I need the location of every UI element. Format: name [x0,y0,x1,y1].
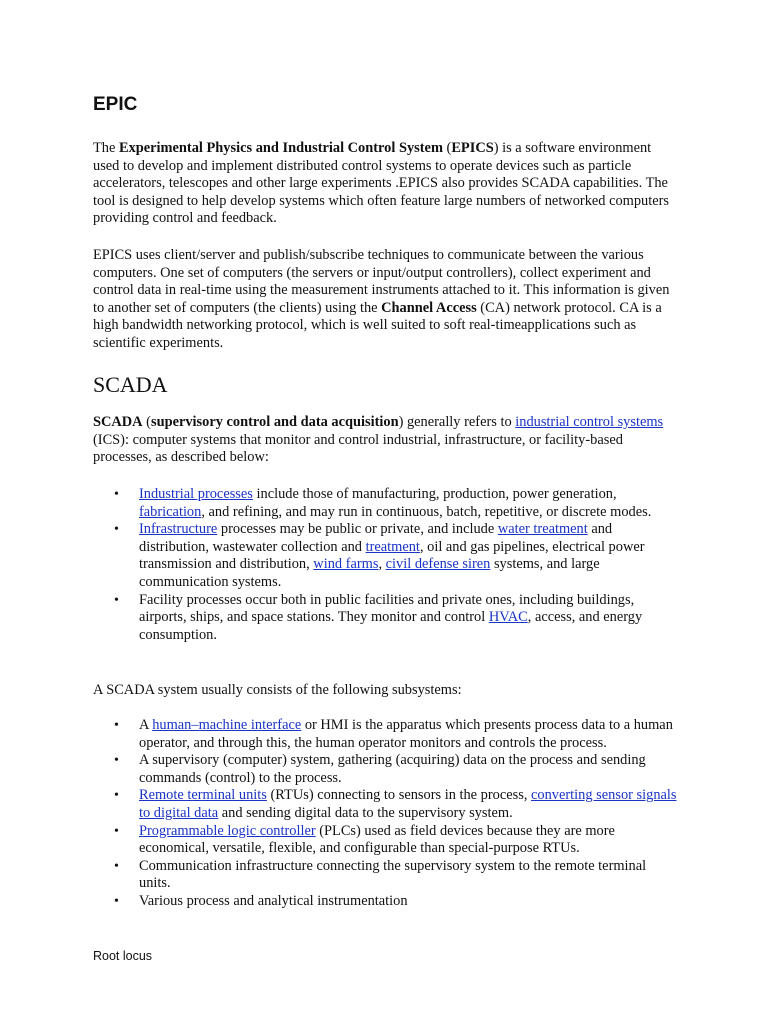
link-wind-farms[interactable]: wind farms [313,556,379,573]
link-programmable-logic-controller[interactable]: Programmable logic controller [139,822,316,839]
subsystems-list [93,717,678,911]
list-item: • A human–machine interface or HMI is the apparatus which presents process data to a human operator, and through this, the human operator monitors and controls the process. [93,717,678,752]
scada-term: SCADA [93,414,143,430]
link-infrastructure[interactable]: Infrastructure [139,521,218,538]
epics-acronym: EPICS [451,140,494,156]
list-item: • Infrastructure processes may be public or private, and include water treatment and distribution, wastewater collection and treatment, oil and gas pipelines, electrical power transmission and distribution, wind farms, civil defense siren systems, and large communication systems. [93,521,678,591]
link-water-treatment[interactable]: water treatment [497,521,588,538]
list-item: • A supervisory (computer) system, gathering (acquiring) data on the process and sending commands (control) to the process. [93,752,678,787]
list-item: • Various process and analytical instrumentation [93,893,678,911]
link-industrial-control-systems[interactable]: industrial control systems [515,414,664,430]
link-civil-defense-siren[interactable]: civil defense siren [385,556,491,573]
link-converting-sensor-signals[interactable]: converting sensor signals to digital data [139,787,677,821]
list-item: • Industrial processes include those of manufacturing, production, power generation, fabrication, and refining, and may run in continuous, batch, repetitive, or discrete modes. [93,486,678,521]
channel-access-term: Channel Access [381,299,477,316]
subsystems-intro: A SCADA system usually consists of the following subsystems: [93,682,462,698]
link-remote-terminal-units[interactable]: Remote terminal units [139,787,267,804]
process-types-list [93,486,678,644]
list-item: • Remote terminal units (RTUs) connecting to sensors in the process, converting sensor signals to digital data and sending digital data to the supervisory system. [93,787,678,822]
link-industrial-processes[interactable]: Industrial processes [139,486,253,502]
epics-architecture-paragraph: EPICS uses client/server and publish/subscribe techniques to communicate between the various computers. One set of computers (the servers or input/output controllers), collect experiment and control data in real-time using the measurement instruments attached to it. This information is given to another set of computers (the clients) using the Channel Access (CA) network protocol. CA is a high bandwidth networking protocol, which is well suited to soft real-timeapplications such as scientific experiments. [93,247,670,351]
list-item: • Facility processes occur both in public facilities and private ones, including buildings, airports, ships, and space stations. They monitor and control HVAC, access, and energy consumption. [93,592,678,645]
scada-intro-paragraph: SCADA (supervisory control and data acquisition) generally refers to industrial control systems (ICS): computer systems that monitor and control industrial, infrastructure, or facility-based processes, as described below: [93,414,664,466]
list-item: • Communication infrastructure connecting the supervisory system to the remote terminal units. [93,858,678,893]
epic-heading: EPIC [93,94,138,115]
scada-heading: SCADA [93,372,168,397]
link-human-machine-interface[interactable]: human–machine interface [152,717,302,733]
link-hvac[interactable]: HVAC [488,609,528,626]
epics-full-name: Experimental Physics and Industrial Control System [118,140,443,156]
link-treatment[interactable]: treatment [365,538,420,555]
epics-intro-paragraph: The Experimental Physics and Industrial Control System (EPICS) is a software environment used to develop and implement distributed control systems to operate devices such as particle accelerators, telescopes and other large experiments .EPICS also provides SCADA capabilities. The tool is designed to help develop systems which often feature large numbers of networked computers providing control and feedback. [93,140,670,227]
list-item: • Programmable logic controller (PLCs) used as field devices because they are more economical, versatile, flexible, and configurable than special-purpose RTUs. [93,823,678,858]
scada-full-name: supervisory control and data acquisition [150,414,399,430]
root-locus-heading: Root locus [93,949,153,963]
link-fabrication[interactable]: fabrication [139,503,202,520]
